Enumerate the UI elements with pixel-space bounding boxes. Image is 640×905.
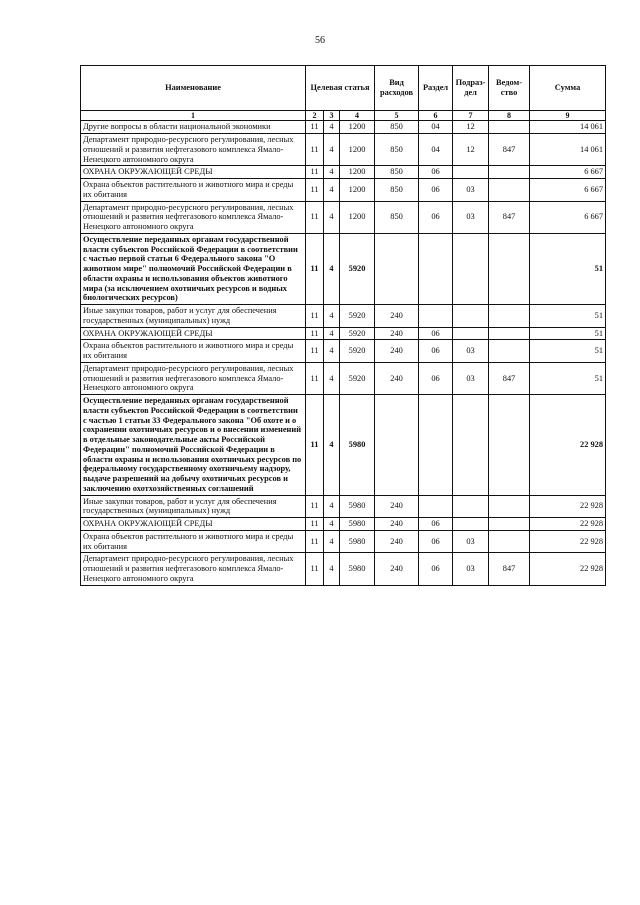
- target-3-cell: 5980: [340, 395, 375, 496]
- summa-cell: 6 667: [530, 179, 606, 202]
- target-2-cell: 4: [324, 201, 340, 233]
- razdel-cell: 04: [419, 121, 453, 134]
- podrazdel-cell: 03: [453, 201, 489, 233]
- podrazdel-cell: 03: [453, 362, 489, 394]
- target-1-cell: 11: [306, 201, 324, 233]
- podrazdel-cell: [453, 305, 489, 328]
- header-razdel: Раздел: [419, 66, 453, 111]
- vid-cell: 240: [375, 327, 419, 340]
- target-3-cell: 1200: [340, 134, 375, 166]
- target-1-cell: 11: [306, 179, 324, 202]
- vedomstvo-cell: [489, 305, 530, 328]
- target-1-cell: 11: [306, 233, 324, 304]
- vedomstvo-cell: [489, 530, 530, 553]
- summa-cell: 22 928: [530, 530, 606, 553]
- table-row: [81, 327, 606, 340]
- vid-cell: 240: [375, 553, 419, 585]
- summa-cell: 51: [530, 327, 606, 340]
- vid-cell: 240: [375, 305, 419, 328]
- row-name-cell: Охрана объектов растительного и животного мира и среды их обитания: [81, 530, 306, 553]
- row-name-cell: Департамент природно-ресурсного регулирования, лесных отношений и развития нефтегазового комплекса Ямало-Ненецкого автономного округа: [81, 134, 306, 166]
- summa-cell: 14 061: [530, 121, 606, 134]
- column-number: 8: [489, 111, 530, 121]
- column-number: 2: [306, 111, 324, 121]
- target-3-cell: 5920: [340, 340, 375, 363]
- table-row: [81, 179, 606, 202]
- summa-cell: 51: [530, 305, 606, 328]
- row-name-cell: Иные закупки товаров, работ и услуг для обеспечения государственных (муниципальных) нужд: [81, 305, 306, 328]
- vedomstvo-cell: [489, 340, 530, 363]
- razdel-cell: 06: [419, 327, 453, 340]
- target-1-cell: 11: [306, 134, 324, 166]
- table-row: [81, 201, 606, 233]
- column-number: 4: [340, 111, 375, 121]
- razdel-cell: [419, 233, 453, 304]
- vedomstvo-cell: [489, 327, 530, 340]
- vedomstvo-cell: 847: [489, 134, 530, 166]
- summa-cell: 22 928: [530, 495, 606, 518]
- row-name-cell: Иные закупки товаров, работ и услуг для обеспечения государственных (муниципальных) нужд: [81, 495, 306, 518]
- podrazdel-cell: [453, 327, 489, 340]
- summa-cell: 51: [530, 362, 606, 394]
- target-2-cell: 4: [324, 121, 340, 134]
- table-row: [81, 518, 606, 531]
- header-vedomstvo: Ведом- ство: [489, 66, 530, 111]
- header-row: [81, 66, 606, 111]
- row-name-cell: Департамент природно-ресурсного регулирования, лесных отношений и развития нефтегазового комплекса Ямало-Ненецкого автономного округа: [81, 201, 306, 233]
- podrazdel-cell: 03: [453, 553, 489, 585]
- target-3-cell: 5920: [340, 305, 375, 328]
- column-number: 3: [324, 111, 340, 121]
- target-3-cell: 5980: [340, 530, 375, 553]
- vedomstvo-cell: [489, 121, 530, 134]
- row-name-cell: Осуществление переданных органам государственной власти субъектов Российской Федерации в соответствии с частью первой статьи 6 Федерального закона "О животном мире" полномочий Российской Федерации в области охраны и использования объектов животного мира (за исключением охотничьих ресурсов и водных биологических ресурсов): [81, 233, 306, 304]
- table-row: [81, 305, 606, 328]
- razdel-cell: [419, 395, 453, 496]
- vedomstvo-cell: 847: [489, 201, 530, 233]
- vid-cell: 850: [375, 121, 419, 134]
- target-2-cell: 4: [324, 553, 340, 585]
- row-name-cell: ОХРАНА ОКРУЖАЮЩЕЙ СРЕДЫ: [81, 518, 306, 531]
- target-3-cell: 5920: [340, 327, 375, 340]
- razdel-cell: 06: [419, 518, 453, 531]
- target-3-cell: 1200: [340, 121, 375, 134]
- header-name: Наименование: [81, 66, 306, 111]
- target-1-cell: 11: [306, 340, 324, 363]
- razdel-cell: [419, 305, 453, 328]
- vedomstvo-cell: [489, 495, 530, 518]
- podrazdel-cell: [453, 518, 489, 531]
- column-number: 9: [530, 111, 606, 121]
- razdel-cell: 06: [419, 340, 453, 363]
- header-target: Целевая статья: [306, 66, 375, 111]
- table-row: [81, 553, 606, 585]
- vedomstvo-cell: 847: [489, 553, 530, 585]
- razdel-cell: 06: [419, 166, 453, 179]
- target-2-cell: 4: [324, 518, 340, 531]
- summa-cell: 14 061: [530, 134, 606, 166]
- target-1-cell: 11: [306, 518, 324, 531]
- target-2-cell: 4: [324, 233, 340, 304]
- vid-cell: 850: [375, 166, 419, 179]
- row-name-cell: Другие вопросы в области национальной экономики: [81, 121, 306, 134]
- target-1-cell: 11: [306, 362, 324, 394]
- budget-table: [80, 65, 606, 586]
- vedomstvo-cell: [489, 166, 530, 179]
- target-3-cell: 5980: [340, 553, 375, 585]
- column-number: 5: [375, 111, 419, 121]
- vid-cell: 850: [375, 134, 419, 166]
- target-3-cell: 1200: [340, 179, 375, 202]
- target-1-cell: 11: [306, 530, 324, 553]
- vid-cell: [375, 395, 419, 496]
- target-2-cell: 4: [324, 340, 340, 363]
- razdel-cell: 06: [419, 553, 453, 585]
- header-podrazdel: Подраз- дел: [453, 66, 489, 111]
- target-2-cell: 4: [324, 134, 340, 166]
- row-name-cell: Департамент природно-ресурсного регулирования, лесных отношений и развития нефтегазового комплекса Ямало-Ненецкого автономного округа: [81, 553, 306, 585]
- target-2-cell: 4: [324, 305, 340, 328]
- column-number-row: [81, 111, 606, 121]
- razdel-cell: [419, 495, 453, 518]
- table-row: [81, 166, 606, 179]
- target-2-cell: 4: [324, 395, 340, 496]
- summa-cell: 51: [530, 340, 606, 363]
- podrazdel-cell: [453, 495, 489, 518]
- podrazdel-cell: 03: [453, 340, 489, 363]
- row-name-cell: Осуществление переданных органам государственной власти субъектов Российской Федерации в соответствии с частью 1 статьи 33 Федерального закона "Об охоте и о сохранении охотничьих ресурсов и о внесении изменений в отдельные законодательные акты Российской Федерации" полномочий Российской Федерации в области охраны и использования охотничьих ресурсов по федеральному государственному охотничьему надзору, выдаче разрешений на добычу охотничьих ресурсов и заключению охотхозяйственных соглашений: [81, 395, 306, 496]
- row-name-cell: ОХРАНА ОКРУЖАЮЩЕЙ СРЕДЫ: [81, 166, 306, 179]
- summa-cell: 22 928: [530, 395, 606, 496]
- vid-cell: 240: [375, 362, 419, 394]
- target-1-cell: 11: [306, 166, 324, 179]
- target-3-cell: 1200: [340, 201, 375, 233]
- summa-cell: 22 928: [530, 518, 606, 531]
- table-row: [81, 395, 606, 496]
- target-3-cell: 1200: [340, 166, 375, 179]
- podrazdel-cell: [453, 166, 489, 179]
- razdel-cell: 06: [419, 530, 453, 553]
- target-1-cell: 11: [306, 553, 324, 585]
- vid-cell: 240: [375, 340, 419, 363]
- razdel-cell: 06: [419, 201, 453, 233]
- table-body: [81, 121, 606, 585]
- target-3-cell: 5980: [340, 518, 375, 531]
- vedomstvo-cell: [489, 518, 530, 531]
- row-name-cell: ОХРАНА ОКРУЖАЮЩЕЙ СРЕДЫ: [81, 327, 306, 340]
- vedomstvo-cell: [489, 179, 530, 202]
- target-2-cell: 4: [324, 166, 340, 179]
- target-3-cell: 5920: [340, 233, 375, 304]
- table-row: [81, 134, 606, 166]
- summa-cell: 6 667: [530, 201, 606, 233]
- target-3-cell: 5920: [340, 362, 375, 394]
- vedomstvo-cell: [489, 233, 530, 304]
- vid-cell: [375, 233, 419, 304]
- vid-cell: 850: [375, 179, 419, 202]
- target-1-cell: 11: [306, 327, 324, 340]
- podrazdel-cell: [453, 233, 489, 304]
- table-row: [81, 530, 606, 553]
- table-row: [81, 340, 606, 363]
- target-2-cell: 4: [324, 362, 340, 394]
- podrazdel-cell: 12: [453, 134, 489, 166]
- podrazdel-cell: [453, 395, 489, 496]
- header-vid: Вид расходов: [375, 66, 419, 111]
- vid-cell: 240: [375, 530, 419, 553]
- razdel-cell: 06: [419, 179, 453, 202]
- target-1-cell: 11: [306, 305, 324, 328]
- table-row: [81, 121, 606, 134]
- row-name-cell: Охрана объектов растительного и животного мира и среды их обитания: [81, 340, 306, 363]
- target-3-cell: 5980: [340, 495, 375, 518]
- summa-cell: 22 928: [530, 553, 606, 585]
- podrazdel-cell: 12: [453, 121, 489, 134]
- razdel-cell: 04: [419, 134, 453, 166]
- target-1-cell: 11: [306, 495, 324, 518]
- vedomstvo-cell: [489, 395, 530, 496]
- target-1-cell: 11: [306, 395, 324, 496]
- podrazdel-cell: 03: [453, 179, 489, 202]
- target-2-cell: 4: [324, 495, 340, 518]
- header-summa: Сумма: [530, 66, 606, 111]
- target-2-cell: 4: [324, 530, 340, 553]
- row-name-cell: Департамент природно-ресурсного регулирования, лесных отношений и развития нефтегазового комплекса Ямало-Ненецкого автономного округа: [81, 362, 306, 394]
- column-number: 7: [453, 111, 489, 121]
- row-name-cell: Охрана объектов растительного и животного мира и среды их обитания: [81, 179, 306, 202]
- target-1-cell: 11: [306, 121, 324, 134]
- vedomstvo-cell: 847: [489, 362, 530, 394]
- column-number: 1: [81, 111, 306, 121]
- podrazdel-cell: 03: [453, 530, 489, 553]
- page-number: 56: [315, 35, 325, 46]
- table-row: [81, 495, 606, 518]
- razdel-cell: 06: [419, 362, 453, 394]
- column-number: 6: [419, 111, 453, 121]
- target-2-cell: 4: [324, 327, 340, 340]
- table-row: [81, 233, 606, 304]
- vid-cell: 240: [375, 518, 419, 531]
- summa-cell: 6 667: [530, 166, 606, 179]
- summa-cell: 51: [530, 233, 606, 304]
- vid-cell: 240: [375, 495, 419, 518]
- vid-cell: 850: [375, 201, 419, 233]
- target-2-cell: 4: [324, 179, 340, 202]
- table-row: [81, 362, 606, 394]
